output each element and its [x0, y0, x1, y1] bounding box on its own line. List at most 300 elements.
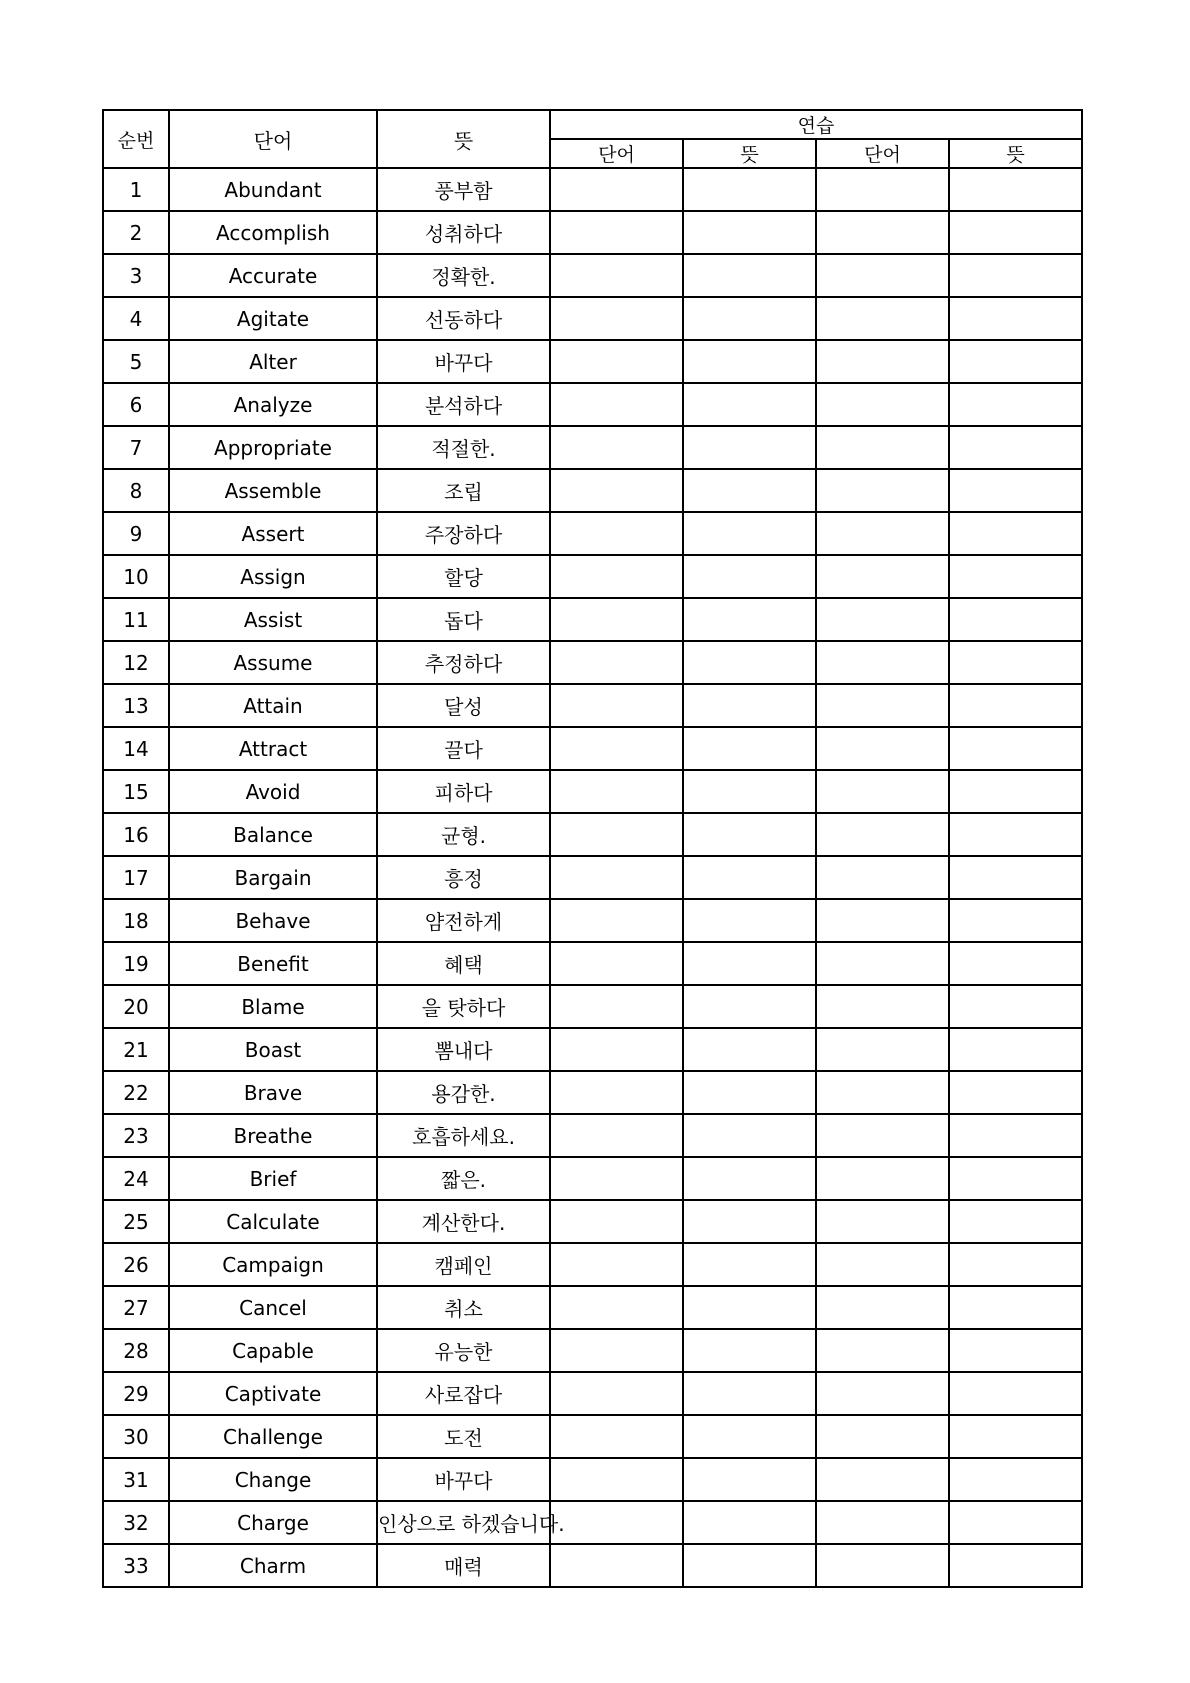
row-practice-meaning-1-cell[interactable]	[683, 383, 816, 426]
row-number: 30	[103, 1415, 169, 1458]
row-practice-word-1-cell[interactable]	[550, 899, 683, 942]
table-row	[103, 942, 1082, 985]
row-meaning	[377, 469, 550, 512]
row-practice-meaning-1-cell[interactable]	[683, 297, 816, 340]
row-word: Cancel	[169, 1286, 377, 1329]
row-meaning-text: 정확한.	[431, 265, 496, 289]
row-practice-meaning-2-cell[interactable]	[949, 1544, 1082, 1587]
row-meaning	[377, 1157, 550, 1200]
row-meaning-text: 선동하다	[424, 308, 503, 332]
row-practice-word-1-cell[interactable]	[550, 426, 683, 469]
row-practice-meaning-1-cell[interactable]	[683, 1286, 816, 1329]
table-row	[103, 598, 1082, 641]
table-row	[103, 168, 1082, 211]
row-meaning-text: 계산한다.	[421, 1211, 506, 1235]
row-practice-meaning-2-cell[interactable]	[949, 469, 1082, 512]
row-word: Balance	[169, 813, 377, 856]
row-practice-word-1-cell[interactable]	[550, 1200, 683, 1243]
row-practice-word-1-cell[interactable]	[550, 770, 683, 813]
row-practice-word-2-cell[interactable]	[816, 1114, 949, 1157]
table-row	[103, 1458, 1082, 1501]
row-practice-meaning-1-cell[interactable]	[683, 1415, 816, 1458]
row-meaning	[377, 1329, 550, 1372]
row-word: Charge	[169, 1501, 377, 1544]
row-meaning-text: 흥정	[444, 867, 483, 891]
row-meaning	[377, 211, 550, 254]
table-row	[103, 770, 1082, 813]
table-row	[103, 512, 1082, 555]
row-practice-word-2-cell[interactable]	[816, 641, 949, 684]
row-meaning	[377, 985, 550, 1028]
row-practice-meaning-1-cell[interactable]	[683, 1200, 816, 1243]
row-practice-meaning-2-cell[interactable]	[949, 1286, 1082, 1329]
row-practice-word-1-cell[interactable]	[550, 1028, 683, 1071]
row-practice-word-2-cell[interactable]	[816, 1071, 949, 1114]
row-practice-meaning-2-cell[interactable]	[949, 211, 1082, 254]
row-practice-meaning-1-cell[interactable]	[683, 856, 816, 899]
row-practice-word-1-cell[interactable]	[550, 641, 683, 684]
row-practice-word-1-cell[interactable]	[550, 1243, 683, 1286]
row-number: 31	[103, 1458, 169, 1501]
row-practice-meaning-2-cell[interactable]	[949, 1329, 1082, 1372]
row-meaning-text: 용감한.	[431, 1082, 496, 1106]
row-practice-word-2-cell[interactable]	[816, 426, 949, 469]
table-row	[103, 1415, 1082, 1458]
row-practice-meaning-1-cell[interactable]	[683, 1372, 816, 1415]
row-meaning-text: 돕다	[444, 609, 483, 633]
row-practice-meaning-2-cell[interactable]	[949, 684, 1082, 727]
row-practice-meaning-2-cell[interactable]	[949, 813, 1082, 856]
row-practice-meaning-2-cell[interactable]	[949, 1200, 1082, 1243]
row-meaning-text: 바꾸다	[434, 1469, 493, 1493]
row-practice-word-1-cell[interactable]	[550, 1329, 683, 1372]
table-row	[103, 1243, 1082, 1286]
row-practice-word-2-cell[interactable]	[816, 813, 949, 856]
row-number: 10	[103, 555, 169, 598]
row-practice-meaning-1-cell[interactable]	[683, 1028, 816, 1071]
row-practice-meaning-2-cell[interactable]	[949, 770, 1082, 813]
row-practice-word-1-cell[interactable]	[550, 1286, 683, 1329]
table-row	[103, 1200, 1082, 1243]
row-meaning-text: 균형.	[441, 824, 486, 848]
row-number: 23	[103, 1114, 169, 1157]
row-practice-meaning-2-cell[interactable]	[949, 1157, 1082, 1200]
row-practice-word-2-cell[interactable]	[816, 856, 949, 899]
row-meaning	[377, 254, 550, 297]
row-meaning	[377, 727, 550, 770]
table-body	[103, 168, 1082, 1587]
row-practice-meaning-2-cell[interactable]	[949, 426, 1082, 469]
row-number: 3	[103, 254, 169, 297]
row-practice-word-1-cell[interactable]	[550, 1114, 683, 1157]
row-practice-meaning-1-cell[interactable]	[683, 942, 816, 985]
row-word: Capable	[169, 1329, 377, 1372]
vocabulary-table	[102, 109, 1083, 1588]
table-row	[103, 297, 1082, 340]
row-practice-word-2-cell[interactable]	[816, 684, 949, 727]
row-meaning	[377, 1372, 550, 1415]
row-number: 33	[103, 1544, 169, 1587]
row-practice-word-1-cell[interactable]	[550, 383, 683, 426]
row-number: 4	[103, 297, 169, 340]
table-row	[103, 899, 1082, 942]
row-word: Change	[169, 1458, 377, 1501]
header-practice-word-1: 단어	[550, 139, 683, 168]
row-number: 11	[103, 598, 169, 641]
row-practice-word-1-cell[interactable]	[550, 1544, 683, 1587]
table-row	[103, 1286, 1082, 1329]
row-practice-word-1-cell[interactable]	[550, 555, 683, 598]
row-practice-meaning-1-cell[interactable]	[683, 1071, 816, 1114]
row-word: Agitate	[169, 297, 377, 340]
row-meaning-text: 짧은.	[441, 1168, 486, 1192]
header-practice-meaning-2: 뜻	[949, 139, 1082, 168]
row-word: Appropriate	[169, 426, 377, 469]
row-number: 14	[103, 727, 169, 770]
row-number: 22	[103, 1071, 169, 1114]
row-practice-meaning-1-cell[interactable]	[683, 512, 816, 555]
table-row	[103, 426, 1082, 469]
row-practice-word-1-cell[interactable]	[550, 211, 683, 254]
row-word: Avoid	[169, 770, 377, 813]
row-meaning	[377, 641, 550, 684]
row-practice-word-1-cell[interactable]	[550, 684, 683, 727]
row-practice-word-2-cell[interactable]	[816, 1544, 949, 1587]
row-meaning	[377, 598, 550, 641]
row-meaning-text: 유능한	[434, 1340, 493, 1364]
header-meaning: 뜻	[377, 110, 550, 168]
row-word: Attract	[169, 727, 377, 770]
table-header	[103, 110, 1082, 168]
row-practice-word-1-cell[interactable]	[550, 1372, 683, 1415]
row-meaning-text: 적절한.	[431, 437, 496, 461]
row-practice-word-1-cell[interactable]	[550, 297, 683, 340]
row-practice-word-1-cell[interactable]	[550, 856, 683, 899]
row-practice-word-2-cell[interactable]	[816, 1243, 949, 1286]
row-number: 26	[103, 1243, 169, 1286]
row-practice-word-1-cell[interactable]	[550, 512, 683, 555]
row-meaning-text: 인상으로 하겠습니다.	[378, 1512, 565, 1536]
row-word: Assist	[169, 598, 377, 641]
row-practice-word-1-cell[interactable]	[550, 1071, 683, 1114]
table-row	[103, 1544, 1082, 1587]
row-practice-meaning-1-cell[interactable]	[683, 555, 816, 598]
row-meaning-text: 바꾸다	[434, 351, 493, 375]
row-practice-meaning-1-cell[interactable]	[683, 727, 816, 770]
row-word: Brave	[169, 1071, 377, 1114]
row-practice-word-2-cell[interactable]	[816, 942, 949, 985]
row-word: Charm	[169, 1544, 377, 1587]
row-practice-meaning-1-cell[interactable]	[683, 985, 816, 1028]
row-meaning-text: 할당	[444, 566, 483, 590]
row-practice-meaning-1-cell[interactable]	[683, 684, 816, 727]
row-meaning-text: 을 탓하다	[421, 996, 506, 1020]
row-meaning-text: 주장하다	[424, 523, 503, 547]
row-practice-meaning-1-cell[interactable]	[683, 1458, 816, 1501]
row-meaning-text: 성취하다	[424, 222, 503, 246]
header-practice: 연습	[550, 110, 1082, 139]
row-practice-word-1-cell[interactable]	[550, 1501, 683, 1544]
row-meaning-text: 달성	[444, 695, 483, 719]
row-meaning-text: 조립	[444, 480, 483, 504]
row-number: 24	[103, 1157, 169, 1200]
row-meaning	[377, 1544, 550, 1587]
row-word: Accomplish	[169, 211, 377, 254]
row-practice-word-2-cell[interactable]	[816, 1157, 949, 1200]
row-practice-word-1-cell[interactable]	[550, 813, 683, 856]
row-number: 1	[103, 168, 169, 211]
row-number: 2	[103, 211, 169, 254]
row-practice-word-2-cell[interactable]	[816, 1028, 949, 1071]
row-meaning-text: 추정하다	[424, 652, 503, 676]
row-practice-word-2-cell[interactable]	[816, 1501, 949, 1544]
row-meaning-text: 얌전하게	[424, 910, 503, 934]
row-word: Benefit	[169, 942, 377, 985]
row-number: 27	[103, 1286, 169, 1329]
row-practice-word-2-cell[interactable]	[816, 598, 949, 641]
row-meaning	[377, 813, 550, 856]
row-practice-word-2-cell[interactable]	[816, 727, 949, 770]
row-word: Assign	[169, 555, 377, 598]
table-row	[103, 469, 1082, 512]
row-practice-meaning-2-cell[interactable]	[949, 1243, 1082, 1286]
row-practice-meaning-2-cell[interactable]	[949, 1114, 1082, 1157]
row-word: Calculate	[169, 1200, 377, 1243]
table-row	[103, 254, 1082, 297]
row-practice-meaning-2-cell[interactable]	[949, 1458, 1082, 1501]
header-practice-word-2: 단어	[816, 139, 949, 168]
row-practice-meaning-1-cell[interactable]	[683, 899, 816, 942]
table-row	[103, 383, 1082, 426]
row-practice-meaning-2-cell[interactable]	[949, 254, 1082, 297]
row-practice-word-1-cell[interactable]	[550, 727, 683, 770]
row-practice-meaning-2-cell[interactable]	[949, 942, 1082, 985]
table-row	[103, 1157, 1082, 1200]
row-meaning	[377, 1114, 550, 1157]
row-practice-meaning-1-cell[interactable]	[683, 1114, 816, 1157]
table-row	[103, 1372, 1082, 1415]
row-practice-word-2-cell[interactable]	[816, 555, 949, 598]
row-practice-word-1-cell[interactable]	[550, 942, 683, 985]
row-practice-word-2-cell[interactable]	[816, 1458, 949, 1501]
row-meaning	[377, 1028, 550, 1071]
row-meaning	[377, 856, 550, 899]
row-practice-meaning-2-cell[interactable]	[949, 727, 1082, 770]
row-meaning	[377, 1200, 550, 1243]
row-practice-word-2-cell[interactable]	[816, 1286, 949, 1329]
table-row	[103, 641, 1082, 684]
row-word: Bargain	[169, 856, 377, 899]
row-number: 29	[103, 1372, 169, 1415]
table-row	[103, 985, 1082, 1028]
row-number: 6	[103, 383, 169, 426]
table-row	[103, 1028, 1082, 1071]
row-meaning	[377, 770, 550, 813]
row-practice-word-2-cell[interactable]	[816, 770, 949, 813]
table-row	[103, 727, 1082, 770]
row-meaning-text: 혜택	[444, 953, 483, 977]
row-number: 12	[103, 641, 169, 684]
row-number: 9	[103, 512, 169, 555]
row-practice-word-2-cell[interactable]	[816, 168, 949, 211]
row-practice-meaning-2-cell[interactable]	[949, 899, 1082, 942]
table-row	[103, 1329, 1082, 1372]
row-practice-word-2-cell[interactable]	[816, 254, 949, 297]
row-practice-meaning-1-cell[interactable]	[683, 1329, 816, 1372]
row-meaning	[377, 168, 550, 211]
row-practice-word-2-cell[interactable]	[816, 297, 949, 340]
row-word: Captivate	[169, 1372, 377, 1415]
row-word: Breathe	[169, 1114, 377, 1157]
row-number: 32	[103, 1501, 169, 1544]
row-practice-word-1-cell[interactable]	[550, 1458, 683, 1501]
row-practice-meaning-1-cell[interactable]	[683, 168, 816, 211]
table-row	[103, 856, 1082, 899]
row-word: Alter	[169, 340, 377, 383]
row-meaning	[377, 426, 550, 469]
row-practice-meaning-2-cell[interactable]	[949, 1372, 1082, 1415]
row-practice-word-1-cell[interactable]	[550, 469, 683, 512]
row-meaning	[377, 1415, 550, 1458]
table-row	[103, 555, 1082, 598]
row-practice-meaning-2-cell[interactable]	[949, 641, 1082, 684]
row-number: 19	[103, 942, 169, 985]
row-number: 18	[103, 899, 169, 942]
row-practice-meaning-2-cell[interactable]	[949, 1071, 1082, 1114]
row-word: Assume	[169, 641, 377, 684]
row-word: Campaign	[169, 1243, 377, 1286]
row-practice-word-1-cell[interactable]	[550, 168, 683, 211]
row-meaning-text: 피하다	[434, 781, 493, 805]
row-meaning-text: 풍부함	[434, 179, 493, 203]
row-practice-meaning-1-cell[interactable]	[683, 1243, 816, 1286]
row-practice-word-1-cell[interactable]	[550, 1157, 683, 1200]
row-practice-meaning-2-cell[interactable]	[949, 340, 1082, 383]
row-practice-word-1-cell[interactable]	[550, 340, 683, 383]
row-number: 13	[103, 684, 169, 727]
row-meaning	[377, 942, 550, 985]
row-practice-meaning-2-cell[interactable]	[949, 297, 1082, 340]
row-practice-word-2-cell[interactable]	[816, 1329, 949, 1372]
row-practice-meaning-1-cell[interactable]	[683, 254, 816, 297]
row-meaning-text: 매력	[444, 1555, 483, 1579]
row-meaning-text: 끌다	[444, 738, 483, 762]
row-meaning-text: 호흡하세요.	[412, 1125, 515, 1149]
row-meaning-text: 분석하다	[424, 394, 503, 418]
row-practice-word-1-cell[interactable]	[550, 254, 683, 297]
row-practice-meaning-1-cell[interactable]	[683, 426, 816, 469]
row-meaning	[377, 383, 550, 426]
header-row	[103, 110, 1082, 139]
row-practice-meaning-2-cell[interactable]	[949, 856, 1082, 899]
row-word: Abundant	[169, 168, 377, 211]
table-row	[103, 1071, 1082, 1114]
table-row	[103, 1114, 1082, 1157]
row-number: 17	[103, 856, 169, 899]
row-word: Brief	[169, 1157, 377, 1200]
row-practice-word-2-cell[interactable]	[816, 211, 949, 254]
table-row	[103, 684, 1082, 727]
row-number: 7	[103, 426, 169, 469]
row-practice-meaning-1-cell[interactable]	[683, 641, 816, 684]
row-practice-word-2-cell[interactable]	[816, 469, 949, 512]
row-practice-meaning-2-cell[interactable]	[949, 1415, 1082, 1458]
row-practice-meaning-1-cell[interactable]	[683, 469, 816, 512]
row-word: Analyze	[169, 383, 377, 426]
row-word: Assemble	[169, 469, 377, 512]
row-practice-word-2-cell[interactable]	[816, 985, 949, 1028]
row-practice-meaning-2-cell[interactable]	[949, 168, 1082, 211]
row-meaning	[377, 1458, 550, 1501]
row-practice-word-2-cell[interactable]	[816, 340, 949, 383]
row-practice-word-1-cell[interactable]	[550, 598, 683, 641]
row-practice-word-2-cell[interactable]	[816, 1200, 949, 1243]
row-word: Boast	[169, 1028, 377, 1071]
row-meaning	[377, 684, 550, 727]
row-practice-word-2-cell[interactable]	[816, 1372, 949, 1415]
row-practice-word-2-cell[interactable]	[816, 899, 949, 942]
row-practice-meaning-2-cell[interactable]	[949, 985, 1082, 1028]
row-word: Challenge	[169, 1415, 377, 1458]
row-practice-meaning-2-cell[interactable]	[949, 512, 1082, 555]
row-practice-meaning-2-cell[interactable]	[949, 383, 1082, 426]
row-meaning	[377, 555, 550, 598]
row-practice-meaning-1-cell[interactable]	[683, 1501, 816, 1544]
row-meaning	[377, 1071, 550, 1114]
header-word: 단어	[169, 110, 377, 168]
table-row	[103, 813, 1082, 856]
row-practice-meaning-1-cell[interactable]	[683, 211, 816, 254]
row-practice-meaning-2-cell[interactable]	[949, 555, 1082, 598]
row-meaning-text: 취소	[444, 1297, 483, 1321]
row-meaning-text: 뽐내다	[434, 1039, 493, 1063]
row-number: 8	[103, 469, 169, 512]
row-practice-meaning-2-cell[interactable]	[949, 1028, 1082, 1071]
row-practice-word-2-cell[interactable]	[816, 383, 949, 426]
row-practice-meaning-1-cell[interactable]	[683, 813, 816, 856]
row-practice-meaning-2-cell[interactable]	[949, 598, 1082, 641]
table-row	[103, 211, 1082, 254]
header-number: 순번	[103, 110, 169, 168]
table-row	[103, 340, 1082, 383]
row-meaning	[377, 1501, 565, 1544]
row-word: Assert	[169, 512, 377, 555]
row-practice-word-2-cell[interactable]	[816, 512, 949, 555]
header-practice-meaning-1: 뜻	[683, 139, 816, 168]
row-meaning	[377, 340, 550, 383]
row-practice-word-1-cell[interactable]	[550, 985, 683, 1028]
row-word: Attain	[169, 684, 377, 727]
row-practice-meaning-1-cell[interactable]	[683, 340, 816, 383]
row-number: 16	[103, 813, 169, 856]
row-practice-meaning-2-cell[interactable]	[949, 1501, 1082, 1544]
row-meaning	[377, 899, 550, 942]
row-practice-meaning-1-cell[interactable]	[683, 770, 816, 813]
row-number: 5	[103, 340, 169, 383]
row-word: Accurate	[169, 254, 377, 297]
row-practice-meaning-1-cell[interactable]	[683, 1157, 816, 1200]
row-meaning-text: 캠페인	[434, 1254, 493, 1278]
row-practice-meaning-1-cell[interactable]	[683, 1544, 816, 1587]
row-practice-word-1-cell[interactable]	[550, 1415, 683, 1458]
row-meaning	[377, 1243, 550, 1286]
row-practice-word-2-cell[interactable]	[816, 1415, 949, 1458]
row-number: 15	[103, 770, 169, 813]
row-number: 25	[103, 1200, 169, 1243]
row-word: Blame	[169, 985, 377, 1028]
table-row	[103, 1501, 1082, 1544]
row-practice-meaning-1-cell[interactable]	[683, 598, 816, 641]
